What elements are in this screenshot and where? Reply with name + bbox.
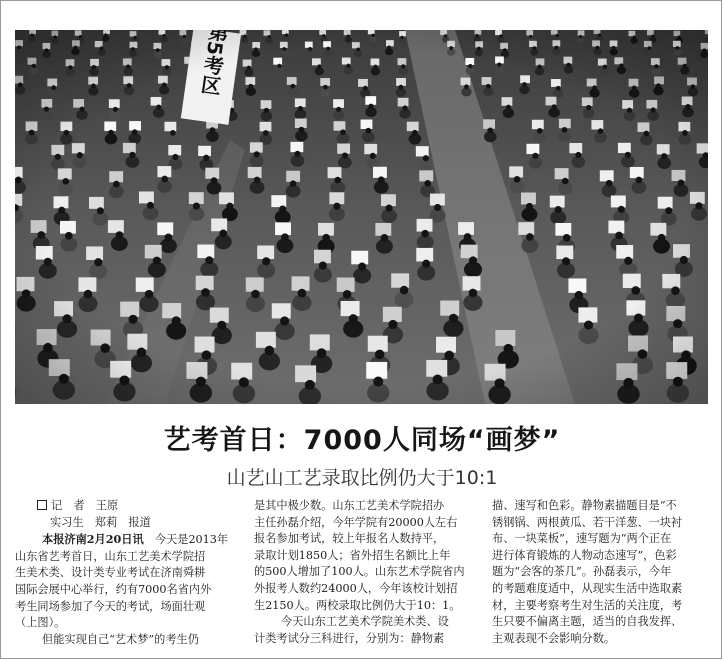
paragraph-line: 生只要不偏离主题，适当的自我发挥、: [492, 615, 683, 629]
paragraph-line: 外报考人数约24000人，今年该校计划招: [254, 581, 458, 595]
byline-reporter: 记 者 王原: [15, 498, 240, 515]
paragraph-line: 布、一块菜板”，速写题为“两个正在: [492, 532, 672, 546]
reporter-name: 王原: [95, 499, 119, 512]
subheadline: 山艺山工艺录取比例仍大于10:1: [226, 467, 498, 489]
paragraph-line: 本报济南2月20日讯 今天是2013年: [42, 532, 229, 547]
headline: 艺考首日：7000人同场“画梦”: [163, 425, 561, 456]
exam-hall-photo: [15, 30, 708, 404]
paragraph-line: 但能实现自己“艺术梦”的考生仍: [42, 632, 199, 646]
intern-name: 郑莉: [94, 515, 118, 529]
column-3: [492, 498, 709, 647]
paragraph-line: 进行体育锻炼的人物动态速写”，色彩: [492, 548, 677, 562]
paragraph-line: 主观表现不会影响分数。: [492, 631, 616, 645]
paragraph-line: 的考题难度适中，从现实生活中选取素: [492, 581, 683, 595]
paragraph-line: 考生同场参加了今天的考试，场面壮观: [15, 599, 206, 613]
paragraph-line: 锈钢锅、两根黄瓜、若干洋葱、一块衬: [492, 515, 683, 529]
paragraph-line: 题为“会客的茶几”。孙磊表示，今年: [492, 565, 672, 579]
checkbox-square-icon: [37, 500, 47, 510]
paragraph-line: 今天山东工艺美术学院美术类、设: [281, 615, 449, 629]
paragraph-line: 国际会展中心举行，约有7000名省内外: [15, 582, 212, 596]
byline-intern: 实习生 郑莉 报道: [50, 515, 151, 529]
paragraph-line: 录取计划1850人；省外招生名额比上年: [254, 548, 451, 562]
paragraph-line: 主任孙磊介绍，今年学院有20000人左右: [254, 515, 458, 529]
paragraph-line: 描、速写和色彩。静物素描题目是“不: [492, 499, 677, 512]
paragraph-line: （上图）。: [15, 616, 66, 630]
paragraph-line: 是其中极少数。山东工艺美术学院招办: [254, 499, 445, 512]
dateline: 本报济南2月20日讯: [42, 532, 144, 547]
paragraph-line: 计类考试分三科进行，分别为：静物素: [254, 631, 445, 645]
paragraph-line: 报名参加考试，较上年报名人数持平，: [254, 532, 445, 546]
column-2: [254, 498, 478, 647]
paragraph-line: 山东省艺考首日，山东工艺美术学院招: [15, 549, 206, 563]
paragraph-line: 生2150人。两校录取比例仍大于10：1。: [254, 598, 461, 612]
paragraph-line: 生美术类、设计类专业考试在济南舜耕: [15, 566, 206, 580]
paragraph-line: 材，主要考察考生对生活的关注度，考: [492, 598, 683, 612]
column-1: [15, 498, 240, 648]
paragraph-line: 的500人增加了100人。山东艺术学院省内: [254, 565, 465, 579]
